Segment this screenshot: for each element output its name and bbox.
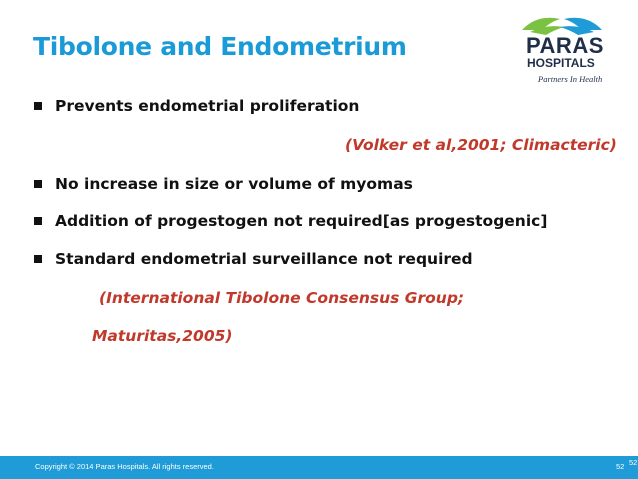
footer-copyright: Copyright © 2014 Paras Hospitals. All rights reserved. [35,462,214,471]
bullet-item [34,250,473,268]
footer-bar [0,456,638,479]
bullet-item [34,212,547,230]
logo-name: PARAS [526,33,604,58]
paras-hospitals-logo [512,10,612,92]
slide-title: Tibolone and Endometrium [33,32,407,61]
citation-volker: (Volker et al,2001; Climacteric) [345,136,617,154]
bullet-text: No increase in size or volume of myomas [55,175,413,193]
square-bullet-icon [34,255,42,263]
bullet-text: Standard endometrial surveillance not required [55,250,473,268]
citation-consensus-line2: Maturitas,2005) [92,327,233,345]
bullet-text: Prevents endometrial proliferation [55,97,360,115]
bullet-item [34,97,359,115]
bullet-text: Addition of progestogen not required[as progestogenic] [55,212,548,230]
logo-tagline: Partners In Health [538,74,603,84]
page-number-right: 52 [629,458,638,467]
square-bullet-icon [34,102,42,110]
square-bullet-icon [34,217,42,225]
logo-subname: HOSPITALS [527,56,595,70]
citation-consensus-line1: (International Tibolone Consensus Group; [99,289,465,307]
page-number: 52 [616,462,625,471]
square-bullet-icon [34,180,42,188]
bullet-item [34,175,413,193]
